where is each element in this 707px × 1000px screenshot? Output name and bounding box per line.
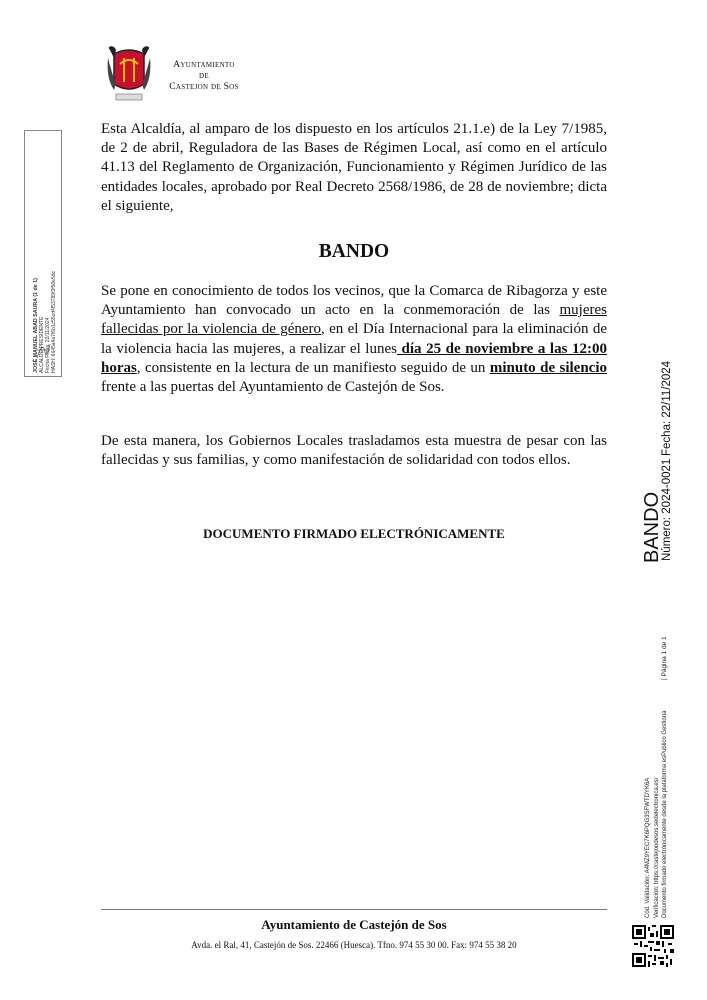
- org-name-line3: Castejon de Sos: [169, 82, 239, 92]
- organization-header: [158, 60, 250, 93]
- platform-note: Documento firmado electrónicamente desde la plataforma esPublico Gestiona: [662, 710, 668, 918]
- announcement-paragraph: [101, 282, 607, 397]
- side-doc-date: Fecha: 22/11/2024: [661, 360, 673, 456]
- p2-text-a: Se pone en conocimiento de todos los vecinos, que la Comarca de Ribagorza y este Ayuntamiento han convocado un acto en la conmemoración de las: [101, 283, 607, 319]
- validation-code: Cód. Validación: A4MZ9YEC7K6PQG3SFWTDYK6A: [645, 777, 651, 918]
- document-title: BANDO: [318, 241, 390, 262]
- signature-stamp: [24, 130, 62, 377]
- side-doc-number: Número: 2024-0021: [661, 458, 673, 561]
- p2-text-d: frente a las puertas del Ayuntamiento de Castejón de Sos.: [101, 379, 445, 396]
- sign-hash: HASH: 6645a4a7f6b1c55cd4f53789f3f56e5dc: [51, 270, 57, 373]
- org-name-line2: de: [199, 71, 209, 81]
- signature-scribble-icon: [33, 338, 53, 362]
- side-doc-type: BANDO: [641, 491, 663, 563]
- event-date: día 25 de noviembre a las 12:00 horas: [101, 340, 607, 376]
- intro-paragraph: Esta Alcaldía, al amparo de los dispuesto en los artículos 21.1.e) de la Ley 7/1985, de 2 de abril, Reguladora de las Bases de Régimen Local, así como en el artículo 41.13 del Reglamento de Organización, Funcionamiento y Régimen Jurídico de las entidades locales, aprobado por Real Decreto 2568/1986, de 28 de noviembre; dicta el siguiente,: [101, 121, 607, 214]
- footer-divider: [101, 909, 607, 910]
- verification-url[interactable]: Verificación: https://castejondesos.sedelectronica.es/: [653, 777, 660, 918]
- org-name-line1: Ayuntamiento: [173, 60, 235, 70]
- signer-role: ALCALDE-PRESIDENTE: [39, 316, 45, 373]
- side-validation-block: [644, 711, 670, 918]
- sign-date: Fecha Firma: 22/11/2024: [45, 317, 51, 373]
- signed-note: DOCUMENTO FIRMADO ELECTRÓNICAMENTE: [203, 526, 505, 541]
- closing-paragraph: De esta manera, los Gobiernos Locales trasladamos esta muestra de pesar con las fallecidas y sus familias, y como manifestación de solidaridad con todos ellos.: [101, 433, 607, 469]
- side-page-number: | Página 1 de 1: [661, 636, 668, 680]
- footer-org-name: Ayuntamiento de Castejón de Sos: [261, 917, 447, 932]
- p2-text-b: , en el Día Internacional para la eliminación de la violencia hacia las mujeres, a realizar el lunes: [101, 321, 607, 357]
- footer-address: Avda. el Ral, 41, Castejón de Sos. 22466 (Huesca). Tfno. 974 55 30 00. Fax: 974 55 38 20: [191, 940, 517, 950]
- signer-name: JOSÉ MANUEL ABAD SAURA (1 de 1): [33, 278, 39, 373]
- p2-underlined-victims: mujeres fallecidas por la violencia de género: [101, 302, 607, 338]
- p2-text-c: , consistente en la lectura de un manifiesto seguido de un: [136, 359, 490, 376]
- minute-of-silence: minuto de silencio: [489, 359, 608, 376]
- qr-code-icon: [632, 925, 674, 967]
- coat-of-arms-icon: [104, 44, 154, 104]
- signature-text: [33, 133, 57, 373]
